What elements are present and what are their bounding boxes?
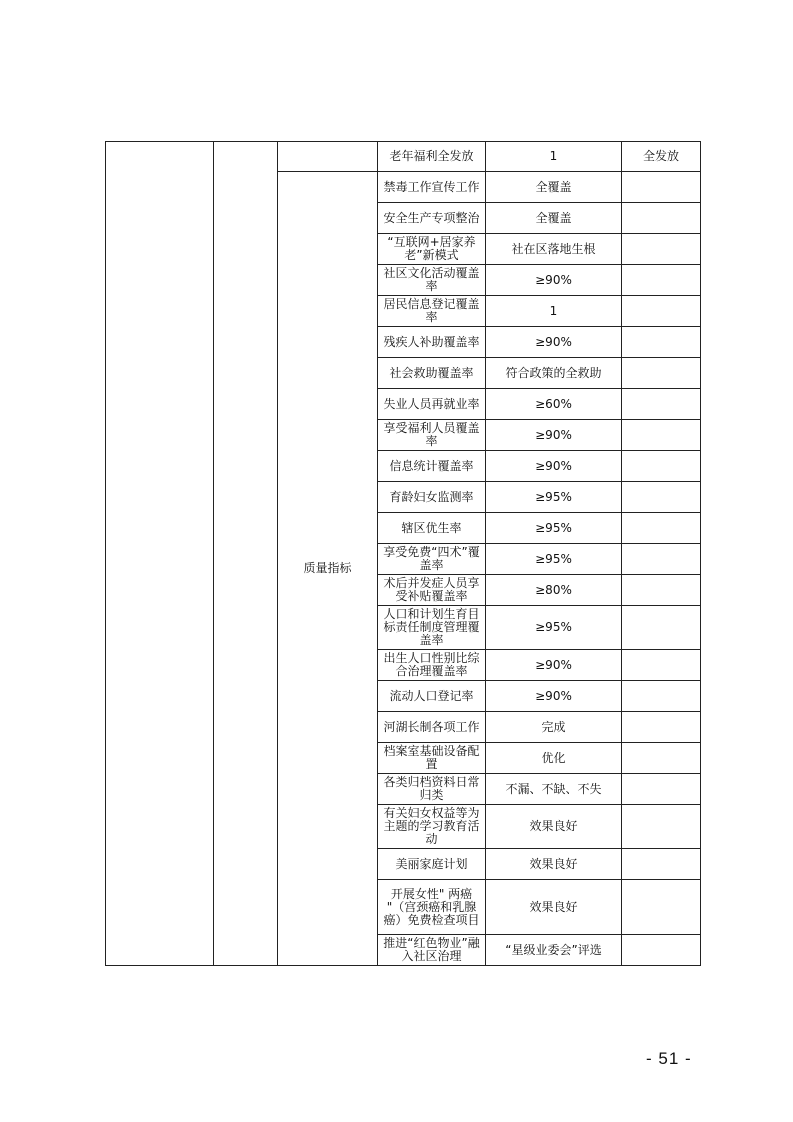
actual-value-cell [622,172,701,203]
target-value-cell: 效果良好 [486,880,622,935]
actual-value-cell [622,389,701,420]
target-value-cell: ≥95% [486,482,622,513]
actual-value-cell [622,774,701,805]
blank-column-1-cell [106,142,214,966]
indicator-cell: 残疾人补助覆盖率 [378,327,486,358]
indicator-cell: 开展女性" 两癌 "（宫颈癌和乳腺癌）免费检查项目 [378,880,486,935]
indicator-cell: 享受免费“四术”覆盖率 [378,544,486,575]
target-value-cell: “星级业委会”评选 [486,935,622,966]
target-value-cell: ≥95% [486,513,622,544]
actual-value-cell [622,203,701,234]
indicator-cell: 河湖长制各项工作 [378,712,486,743]
actual-value-cell [622,935,701,966]
indicator-cell: 社区文化活动覆盖率 [378,265,486,296]
actual-value-cell [622,234,701,265]
target-value-cell: 效果良好 [486,849,622,880]
target-value-cell: ≥95% [486,606,622,650]
actual-value-cell [622,296,701,327]
blank-column-2-cell [214,142,278,966]
target-value-cell: 全覆盖 [486,172,622,203]
target-value-cell: 社在区落地生根 [486,234,622,265]
actual-value-cell [622,849,701,880]
target-value-cell: ≥90% [486,420,622,451]
actual-value-cell [622,880,701,935]
actual-value-cell [622,743,701,774]
actual-value-cell [622,544,701,575]
indicator-cell: 享受福利人员覆盖率 [378,420,486,451]
target-value-cell: 1 [486,142,622,172]
target-value-cell: ≥90% [486,451,622,482]
target-value-cell: ≥80% [486,575,622,606]
indicator-cell: 居民信息登记覆盖率 [378,296,486,327]
target-value-cell: ≥90% [486,327,622,358]
indicator-cell: 社会救助覆盖率 [378,358,486,389]
indicator-cell: 禁毒工作宣传工作 [378,172,486,203]
indicator-cell: 辖区优生率 [378,513,486,544]
actual-value-cell [622,575,701,606]
indicator-cell: 人口和计划生育目标责任制度管理覆盖率 [378,606,486,650]
actual-value-cell [622,358,701,389]
table-row [106,142,701,172]
indicator-table-body [106,142,701,966]
target-value-cell: 符合政策的全救助 [486,358,622,389]
actual-value-cell [622,451,701,482]
target-value-cell: 优化 [486,743,622,774]
indicator-cell: 流动人口登记率 [378,681,486,712]
actual-value-cell [622,805,701,849]
blank-category-cell [278,142,378,172]
quality-indicator-label: 质量指标 [278,172,378,966]
target-value-cell: 效果良好 [486,805,622,849]
target-value-cell: 全覆盖 [486,203,622,234]
indicator-cell: 术后并发症人员享受补贴覆盖率 [378,575,486,606]
indicator-cell: 老年福利全发放 [378,142,486,172]
actual-value-cell [622,681,701,712]
indicator-cell: 育龄妇女监测率 [378,482,486,513]
indicator-cell: 美丽家庭计划 [378,849,486,880]
target-value-cell: ≥95% [486,544,622,575]
actual-value-cell [622,712,701,743]
indicator-cell: 安全生产专项整治 [378,203,486,234]
indicator-cell: 出生人口性别比综合治理覆盖率 [378,650,486,681]
target-value-cell: ≥90% [486,650,622,681]
target-value-cell: ≥60% [486,389,622,420]
indicator-cell: 信息统计覆盖率 [378,451,486,482]
actual-value-cell [622,265,701,296]
indicator-cell: 失业人员再就业率 [378,389,486,420]
page-number: - 51 - [646,1049,692,1068]
indicator-cell: 有关妇女权益等为主题的学习教育活动 [378,805,486,849]
target-value-cell: 1 [486,296,622,327]
indicator-cell: “互联网+居家养老”新模式 [378,234,486,265]
target-value-cell: 不漏、不缺、不失 [486,774,622,805]
actual-value-cell [622,327,701,358]
actual-value-cell: 全发放 [622,142,701,172]
indicator-table [105,141,701,966]
indicator-cell: 推进“红色物业”融入社区治理 [378,935,486,966]
actual-value-cell [622,606,701,650]
actual-value-cell [622,650,701,681]
target-value-cell: ≥90% [486,681,622,712]
actual-value-cell [622,420,701,451]
indicator-cell: 档案室基础设备配置 [378,743,486,774]
target-value-cell: 完成 [486,712,622,743]
indicator-cell: 各类归档资料日常归类 [378,774,486,805]
actual-value-cell [622,513,701,544]
actual-value-cell [622,482,701,513]
target-value-cell: ≥90% [486,265,622,296]
